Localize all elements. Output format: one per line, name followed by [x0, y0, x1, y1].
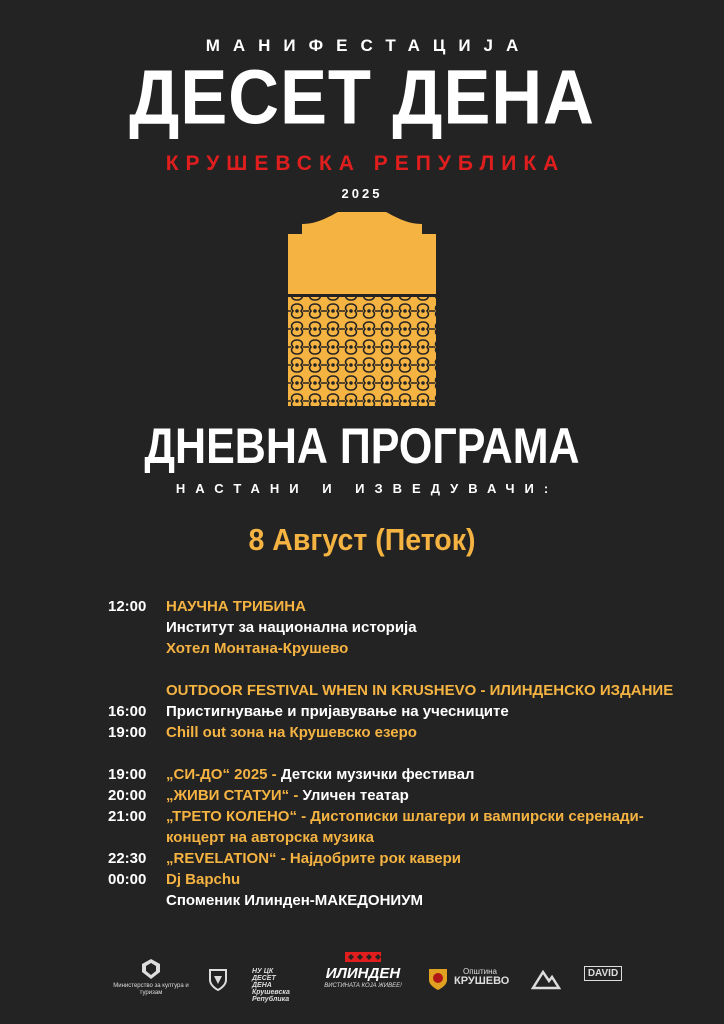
event-subtitle: КРУШЕВСКА РЕПУБЛИКА: [165, 152, 566, 175]
schedule-title: „СИ-ДО“ 2025 -: [166, 766, 277, 783]
schedule-title: Dj Bapchu: [166, 871, 241, 888]
manifestation-label: МАНИФЕСТАЦИЈА: [205, 36, 532, 55]
schedule-time: 19:00: [108, 724, 147, 741]
sponsor-logos: [0, 952, 724, 1002]
municipality-crest: [426, 966, 450, 995]
david-logo: DAVID: [584, 966, 622, 981]
ornament-window-icon: [288, 212, 436, 406]
schedule-venue: Хотел Монтана-Крушево: [166, 640, 349, 657]
schedule: [108, 596, 688, 911]
schedule-time: 19:00: [108, 766, 147, 783]
schedule-row: [108, 764, 688, 785]
ministry-logo: Министерство за култура и туризам: [112, 958, 190, 997]
ilinden-title: ИЛИНДЕН: [325, 965, 401, 982]
schedule-row: [108, 785, 688, 806]
schedule-detail: Детски музички фестивал: [276, 766, 475, 783]
schedule-row: [108, 806, 688, 827]
schedule-row: [108, 722, 688, 743]
schedule-row: [108, 869, 688, 890]
schedule-detail: концерт на авторска музика: [166, 829, 374, 846]
schedule-time: 12:00: [108, 598, 147, 615]
program-subtitle: НАСТАНИ И ИЗВЕДУВАЧИ:: [175, 481, 559, 496]
schedule-time: 20:00: [108, 787, 147, 804]
schedule-title: „REVELATION“: [166, 850, 281, 867]
schedule-row: [108, 617, 688, 638]
schedule-detail: - Најдобрите рок кавери: [280, 850, 462, 867]
municipality-logo: Општина КРУШЕВО: [454, 967, 510, 987]
mountain-icon: [531, 968, 561, 990]
schedule-row: [108, 827, 688, 848]
center-logo: НУ ЦК ДЕСЕТ ДЕНА Крушевска Република: [252, 968, 290, 1003]
schedule-time: 16:00: [108, 703, 147, 720]
crest-icon: [427, 966, 449, 992]
program-date: 8 Август (Петок): [248, 522, 476, 557]
ministry-emblem-icon: [141, 958, 161, 980]
schedule-time: 22:30: [108, 850, 147, 867]
event-year: 2025: [341, 186, 383, 201]
schedule-detail: Пристигнување и пријавување на учесниците: [166, 703, 509, 720]
schedule-row: [108, 848, 688, 869]
schedule-row: [108, 596, 688, 617]
festival-header: OUTDOOR FESTIVAL WHEN IN KRUSHEVO - ИЛИНДЕНСКО ИЗДАНИЕ: [166, 682, 674, 699]
schedule-detail: Институт за национална историја: [166, 619, 417, 636]
schedule-title: НАУЧНА ТРИБИНА: [166, 598, 306, 615]
program-title: ДНЕВНА ПРОГРАМА: [144, 418, 580, 474]
schedule-title: „ТРЕТО КОЛЕНО“ - Дистописки шлагери и вампирски серенади-: [166, 808, 644, 825]
schedule-venue: Споменик Илинден-МАКЕДОНИУМ: [166, 892, 424, 909]
schedule-detail: Уличен театар: [298, 787, 409, 804]
schedule-row: [108, 890, 688, 911]
ilinden-logo: [318, 952, 408, 990]
ornament-icon: [345, 952, 381, 962]
event-title: ДЕСЕТ ДЕНА: [129, 53, 595, 140]
shield-icon: [208, 968, 228, 992]
schedule-row: [108, 701, 688, 722]
shield-logo: [207, 968, 229, 995]
schedule-detail: Chill out зона на Крушевско езеро: [166, 724, 417, 741]
mountain-logo: [530, 968, 562, 993]
schedule-row: [108, 680, 688, 701]
schedule-time: 00:00: [108, 871, 147, 888]
schedule-row: [108, 638, 688, 659]
schedule-title: „ЖИВИ СТАТУИ“ -: [166, 787, 299, 804]
schedule-time: 21:00: [108, 808, 147, 825]
ilinden-slogan: ВИСТИНАТА КОЈА ЖИВЕЕ!: [324, 983, 402, 989]
